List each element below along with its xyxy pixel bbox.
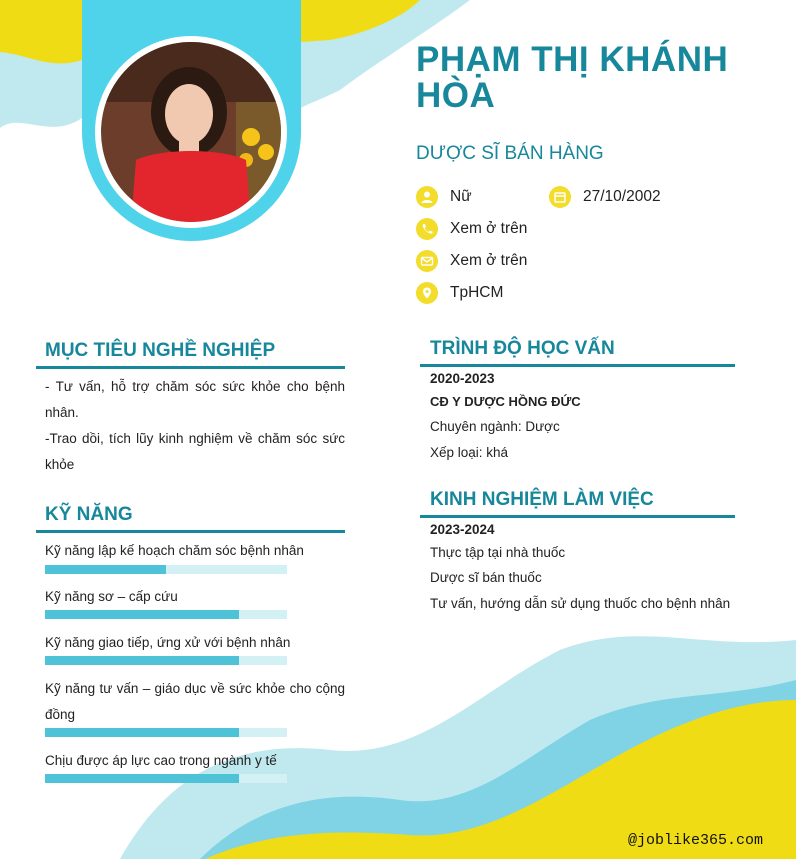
candidate-name: PHẠM THỊ KHÁNH HÒA [416,40,729,115]
education-period: 2020-2023 [430,371,495,386]
experience-line: Thực tập tại nhà thuốc [430,545,566,560]
objective-divider [36,366,345,369]
skill-bar-fill [45,774,239,783]
watermark: @joblike365.com [628,832,764,849]
email-value: Xem ở trên [450,252,528,269]
skill-bar-fill [45,728,239,737]
phone-row [416,218,527,240]
education-school: CĐ Y DƯỢC HỒNG ĐỨC [430,394,581,409]
experience-title: KINH NGHIỆM LÀM VIỆC [430,489,654,510]
skills-title: KỸ NĂNG [45,504,133,525]
education-grade: Xếp loại: khá [430,445,509,460]
birthdate-value: 27/10/2002 [583,188,661,205]
email-row [416,250,527,272]
skill-label: Kỹ năng tư vấn – giáo dục về sức khỏe cho cộng đồng [45,681,345,722]
skill-bar-fill [45,610,239,619]
experience-divider [420,515,735,518]
experience-line: Tư vấn, hướng dẫn sử dụng thuốc cho bệnh nhân [430,596,731,611]
education-major: Chuyên ngành: Dược [430,419,560,434]
objective-title: MỤC TIÊU NGHỀ NGHIỆP [45,340,276,361]
calendar-icon [549,186,571,208]
skill-bar [45,728,287,737]
experience-line: Dược sĩ bán thuốc [430,570,542,585]
user-icon [416,186,438,208]
objective-line-2: -Trao dồi, tích lũy kinh nghiệm về chăm sóc sức khỏe [45,431,345,472]
phone-value: Xem ở trên [450,220,528,237]
location-pin-icon [416,282,438,304]
skill-bar [45,610,287,619]
skill-label: Kỹ năng giao tiếp, ứng xử với bệnh nhân [45,635,291,650]
birthdate-row [549,186,661,208]
phone-icon [416,218,438,240]
mail-icon [416,250,438,272]
gender-row [416,186,472,208]
objective-line-1: - Tư vấn, hỗ trợ chăm sóc sức khỏe cho bệnh nhân. [45,379,345,420]
experience-period: 2023-2024 [430,522,495,537]
skill-bar [45,565,287,574]
education-divider [420,364,735,367]
skill-bar [45,656,287,665]
skill-bar [45,774,287,783]
education-title: TRÌNH ĐỘ HỌC VẤN [430,338,615,359]
skill-bar-fill [45,656,239,665]
skills-divider [36,530,345,533]
skill-label: Chịu được áp lực cao trong ngành y tế [45,753,277,768]
address-row [416,282,503,304]
candidate-role: DƯỢC SĨ BÁN HÀNG [416,143,604,164]
skill-bar-fill [45,565,166,574]
profile-photo [101,42,281,222]
skill-label: Kỹ năng lập kế hoạch chăm sóc bệnh nhân [45,543,304,558]
skill-label: Kỹ năng sơ – cấp cứu [45,589,178,604]
gender-value: Nữ [450,188,472,205]
address-value: TpHCM [450,284,504,301]
